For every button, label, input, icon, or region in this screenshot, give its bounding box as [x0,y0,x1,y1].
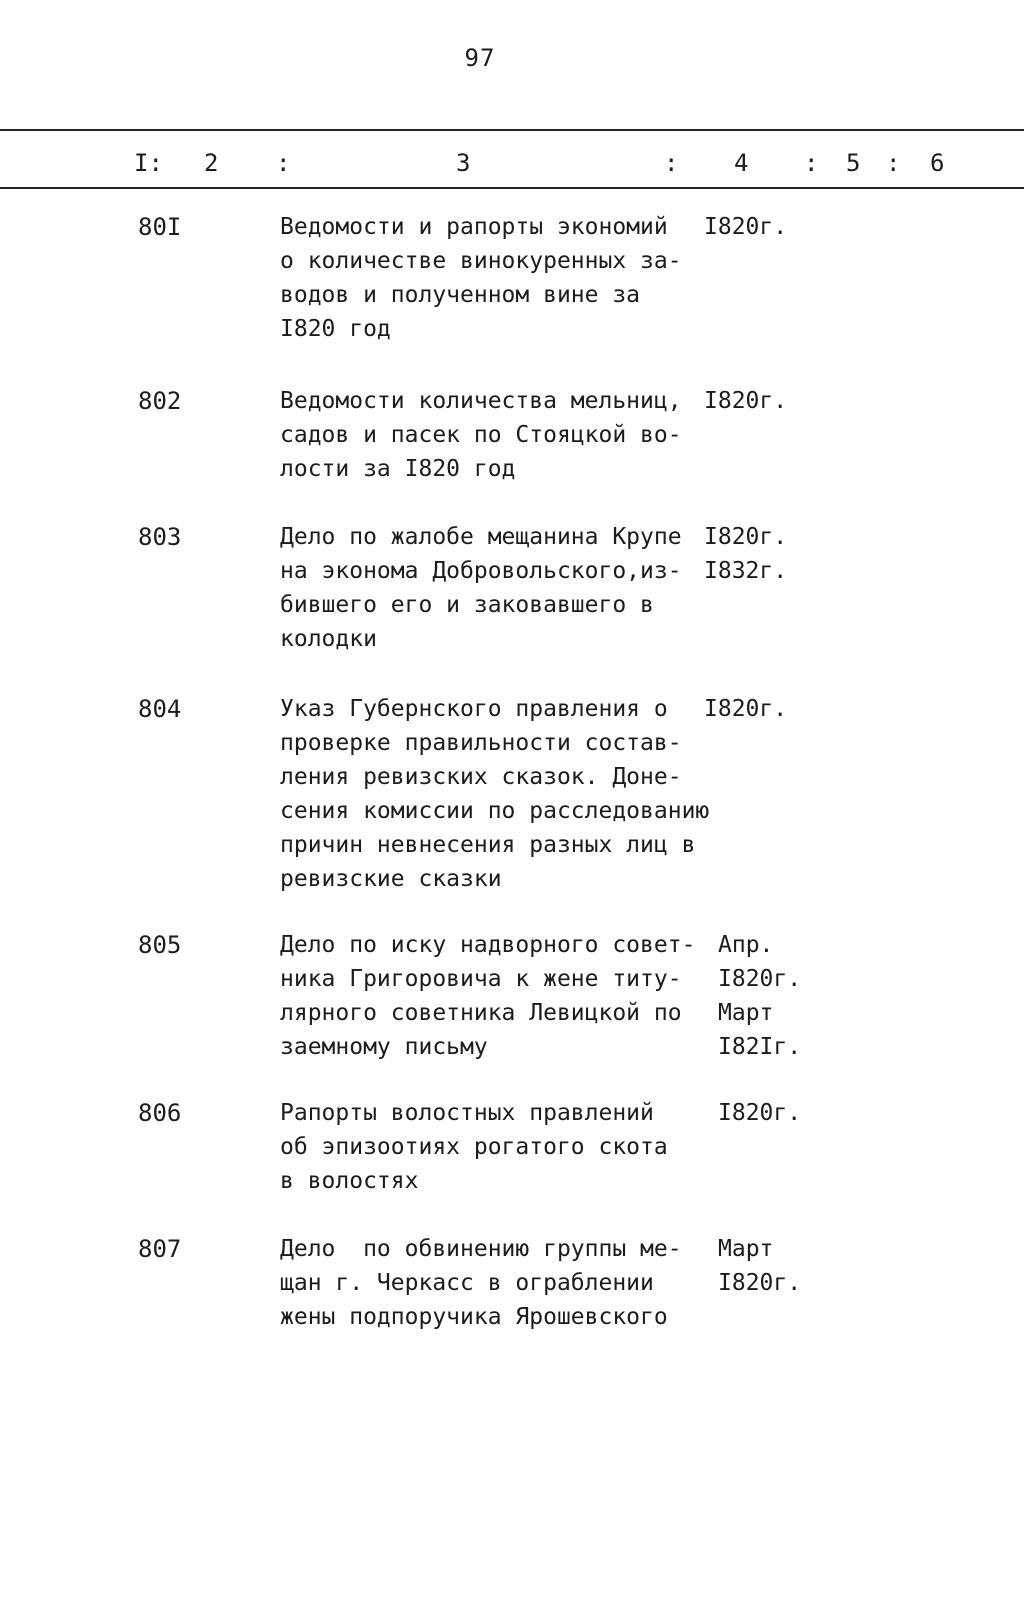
entry-title [280,520,720,656]
entry-dates [704,692,787,726]
entry-date: I820г. [718,1100,802,1126]
entry-date: I820г. [704,214,788,240]
entry-title-line: щан г. Черкасс в ограблении [280,1270,654,1296]
entry-title [280,1232,720,1334]
entry-dates [704,384,787,418]
column-separator: : [276,149,291,177]
entry-title-line: бившего его и заковавшего в [280,592,654,618]
entry-date: Март [718,1236,774,1262]
entry-title-line: жены подпоручика Ярошевского [280,1304,668,1330]
page-number: 97 [464,44,496,72]
entry-dates [718,1232,801,1300]
entry-dates [718,1096,801,1130]
entry-title-line: проверке правильности состав- [280,730,682,756]
entry-title [280,1096,720,1198]
entry-title-line: Дело по жалобе мещанина Крупе [280,524,682,550]
header-top-rule [0,129,1024,131]
column-separator: : [664,149,679,177]
entry-title-line: водов и полученном вине за [280,282,641,308]
entry-title-line: Указ Губернского правления о [280,696,668,722]
entry-title-line: о количестве винокуренных за- [280,248,682,274]
entry-title-line: в волостях [280,1168,419,1194]
entry-number: 804 [138,695,182,723]
entry-dates [704,210,787,244]
entry-title-line: лости за I820 год [280,456,516,482]
entry-number: 802 [138,387,182,415]
entry-title-line: Ведомости и рапорты экономий [280,214,668,240]
entry-number: 805 [138,931,182,959]
entry-title [280,928,720,1064]
header-bottom-rule [0,187,1024,189]
column-2-label: 2 [204,149,219,177]
entry-title-line: ника Григоровича к жене титу- [280,966,682,992]
entry-title-line: Рапорты волостных правлений [280,1100,654,1126]
entry-title-line: причин невнесения разных лиц в [280,832,696,858]
column-4-label: 4 [734,149,749,177]
column-6-label: 6 [930,149,945,177]
entry-date: I82Iг. [718,1034,802,1060]
entry-number: 806 [138,1099,182,1127]
entry-title-line: Дело по иску надворного совет- [280,932,696,958]
entry-title-line: садов и пасек по Стояцкой во- [280,422,682,448]
entry-title-line: на эконома Добровольского,из- [280,558,682,584]
entry-date: I820г. [704,388,788,414]
entry-date: I820г. [718,966,802,992]
entry-date: I820г. [704,696,788,722]
entry-title-line: Дело по обвинению группы ме- [280,1236,682,1262]
entry-title-line: ревизские сказки [280,866,502,892]
entry-title-line: колодки [280,626,377,652]
entry-dates [718,928,801,1064]
entry-title [280,692,720,896]
entry-title-line: I820 год [280,316,391,342]
entry-number: 80I [138,213,182,241]
entry-date: I820г. [718,1270,802,1296]
column-1-label: I: [134,149,163,177]
entry-title-line: об эпизоотиях рогатого скота [280,1134,668,1160]
entry-date: I820г. [704,524,788,550]
entry-title-line: заемному письму [280,1034,488,1060]
column-separator: : [804,149,819,177]
entry-title [280,210,720,346]
column-separator: : [886,149,901,177]
entry-title [280,384,720,486]
entry-title-line: ления ревизских сказок. Доне- [280,764,682,790]
column-3-label: 3 [456,149,471,177]
entry-dates [704,520,787,588]
entry-number: 807 [138,1235,182,1263]
column-5-label: 5 [846,149,861,177]
entry-date: I832г. [704,558,788,584]
entry-title-line: Ведомости количества мельниц, [280,388,682,414]
entry-number: 803 [138,523,182,551]
entry-title-line: лярного советника Левицкой по [280,1000,682,1026]
entry-date: Март [718,1000,774,1026]
entry-date: Апр. [718,932,774,958]
entry-title-line: сения комиссии по расследованию [280,798,710,824]
